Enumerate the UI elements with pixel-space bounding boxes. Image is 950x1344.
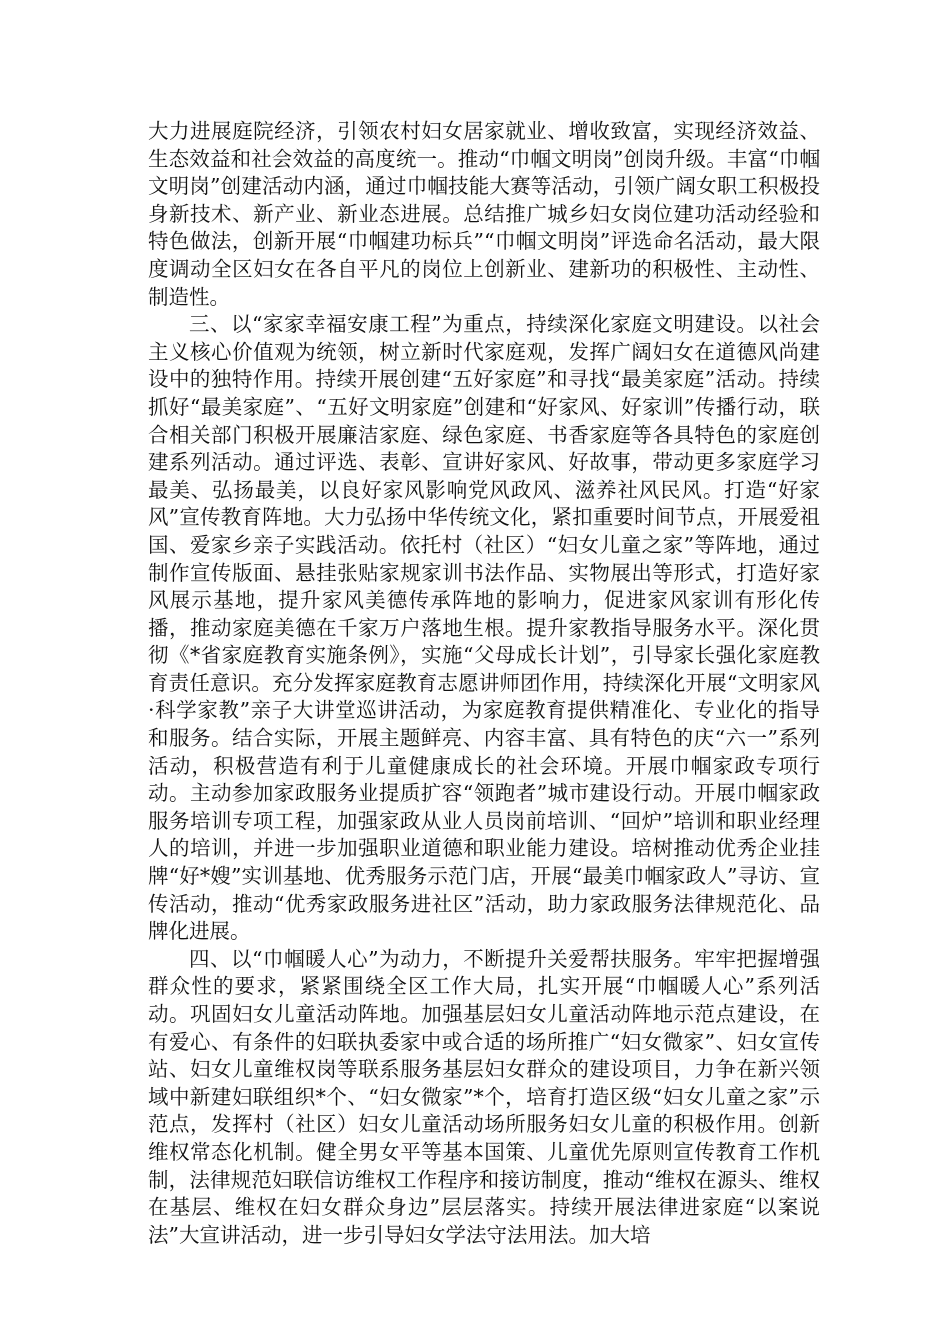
document-body	[148, 118, 820, 1249]
paragraph-care-assistance: 四、以“巾帼暖人心”为动力，不断提升关爱帮扶服务。牢牢把握增强群众性的要求，紧紧围绕全区工作大局，扎实开展“巾帼暖人心”系列活动。巩固妇女儿童活动阵地。加强基层妇女儿童活动阵地示范点建设，在有爱心、有条件的妇联执委家中或合适的场所推广“妇女微家”、妇女宣传站、妇女儿童维权岗等联系服务基层妇女群众的建设项目，力争在新兴领域中新建妇联组织*个、“妇女微家”*个，培育打造区级“妇女儿童之家”示范点，发挥村（社区）妇女儿童活动场所服务妇女儿童的积极作用。创新维权常态化机制。健全男女平等基本国策、儿童优先原则宣传教育工作机制，法律规范妇联信访维权工作程序和接访制度，推动“维权在源头、维权在基层、维权在妇女群众身边”层层落实。持续开展法律进家庭“以案说法”大宣讲活动，进一步引导妇女学法守法用法。加大培	[148, 946, 820, 1247]
paragraph-courtyard-economy: 大力进展庭院经济，引领农村妇女居家就业、增收致富，实现经济效益、生态效益和社会效益的高度统一。推动“巾帼文明岗”创岗升级。丰富“巾帼文明岗”创建活动内涵，通过巾帼技能大赛等活动，引领广阔女职工积极投身新技术、新产业、新业态进展。总结推广城乡妇女岗位建功活动经验和特色做法，创新开展“巾帼建功标兵”“巾帼文明岗”评选命名活动，最大限度调动全区妇女在各自平凡的岗位上创新业、建新功的积极性、主动性、制造性。	[148, 119, 820, 309]
paragraph-family-civilization: 三、以“家家幸福安康工程”为重点，持续深化家庭文明建设。以社会主义核心价值观为统领，树立新时代家庭观，发挥广阔妇女在道德风尚建设中的独特作用。持续开展创建“五好家庭”和寻找“最美家庭”活动。持续抓好“最美家庭”、“五好文明家庭”创建和“好家风、好家训”传播行动，联合相关部门积极开展廉洁家庭、绿色家庭、书香家庭等各具特色的家庭创建系列活动。通过评选、表彰、宣讲好家风、好故事，带动更多家庭学习最美、弘扬最美，以良好家风影响党风政风、滋养社风民风。打造“好家风”宣传教育阵地。大力弘扬中华传统文化，紧扣重要时间节点，开展爱祖国、爱家乡亲子实践活动。依托村（社区）“妇女儿童之家”等阵地，通过制作宣传版面、悬挂张贴家规家训书法作品、实物展出等形式，打造好家风展示基地，提升家风美德传承阵地的影响力，促进家风家训有形化传播，推动家庭美德在千家万户落地生根。提升家教指导服务水平。深化贯彻《*省家庭教育实施条例》，实施“父母成长计划”，引导家长强化家庭教育责任意识。充分发挥家庭教育志愿讲师团作用，持续深化开展“文明家风·科学家教”亲子大讲堂巡讲活动，为家庭教育提供精准化、专业化的指导和服务。结合实际，开展主题鲜亮、内容丰富、具有特色的庆“六一”系列活动，积极营造有利于儿童健康成长的社会环境。开展巾帼家政专项行动。主动参加家政服务业提质扩容“领跑者”城市建设行动。开展巾帼家政服务培训专项工程，加强家政从业人员岗前培训、“回炉”培训和职业经理人的培训，并进一步加强职业道德和职业能力建设。培树推动优秀企业挂牌“好*嫂”实训基地、优秀服务示范门店，开展“最美巾帼家政人”寻访、宣传活动，推动“优秀家政服务进社区”活动，助力家政服务法律规范化、品牌化进展。	[148, 312, 820, 944]
